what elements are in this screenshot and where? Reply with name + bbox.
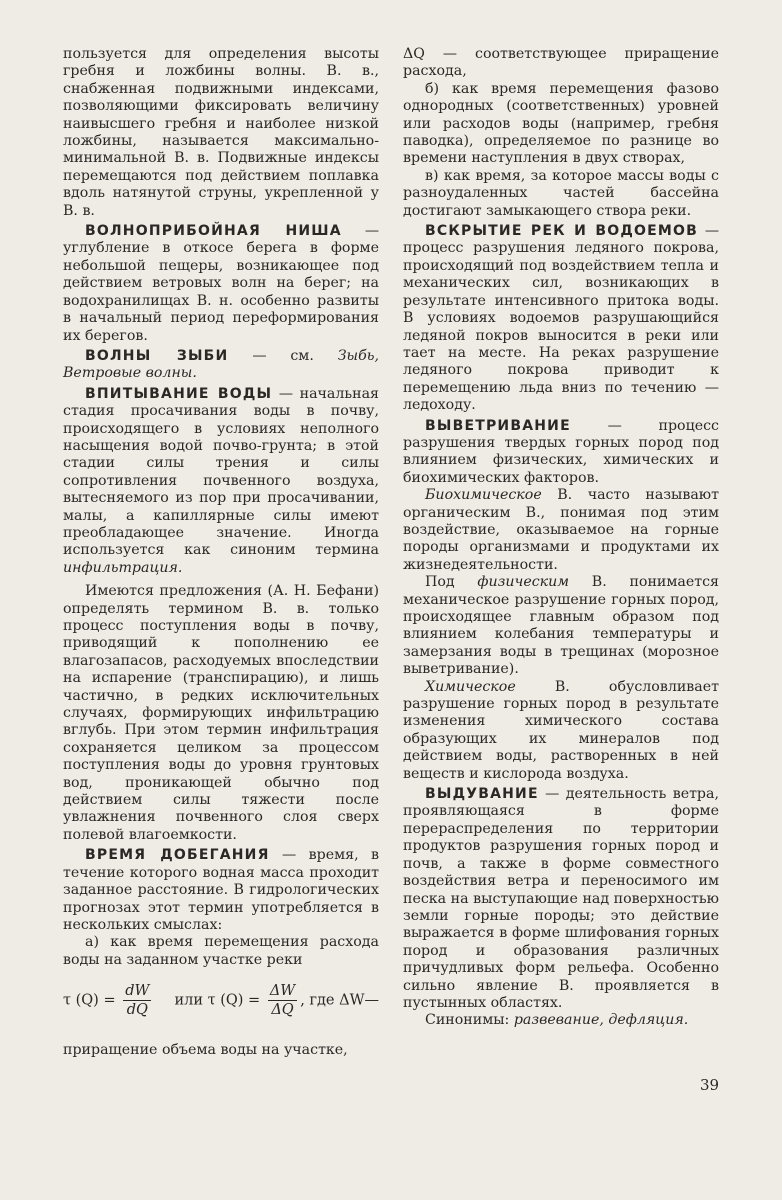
formula-or: или τ (Q) = bbox=[174, 992, 261, 1009]
entry-water-absorption bbox=[63, 386, 379, 577]
entry-swell-waves bbox=[63, 348, 379, 383]
list-item-a: а) как время перемещения расхода воды на заданном участке реки bbox=[63, 934, 379, 968]
entry-text: — углубление в откосе берега в форме небольшой пещеры, возникающее под действием ветровых волн на берег; на водохранилищах В. н. особенно развиты в начальный период переформирования их берегов. bbox=[63, 223, 380, 344]
continued-paragraph: ΔQ — соответствующее приращение расхода, bbox=[403, 46, 719, 80]
page-number: 39 bbox=[700, 1076, 720, 1094]
paragraph: Имеются предложения (А. Н. Бефани) определять термином В. в. только процесс поступления воды в почву, приводящий к пополнению ее влагозапасов, расходуемых впоследствии на испарение (транспирацию), и лишь частично, в редких исключительных случаях, формирующих инфильтрацию вглубь. При этом термин инфильтрация сохраняется целиком за процессом поступления воды до уровня грунтовых вод, проникающей обычно под действием силы тяжести после увлажнения почвенного слоя сверх полевой влагоемкости. bbox=[63, 583, 379, 843]
cross-reference: инфильтрация. bbox=[63, 559, 183, 576]
entry-wave-cut-niche bbox=[63, 223, 379, 345]
list-item-c: в) как время, за которое массы воды с разноудаленных частей бассейна достигают замыкающего створа реки. bbox=[403, 167, 719, 219]
emphasis: Биохимическое bbox=[425, 487, 542, 504]
paragraph bbox=[403, 487, 719, 574]
right-column bbox=[403, 46, 719, 1030]
formula-tail: , где ΔW— bbox=[300, 992, 379, 1009]
paragraph-text: Под bbox=[425, 574, 478, 591]
entry-heading: ВПИТЫВАНИЕ ВОДЫ bbox=[85, 385, 273, 402]
fraction-delta bbox=[268, 983, 297, 1018]
entry-ice-breakup bbox=[403, 223, 719, 414]
paragraph-text: В. обусловливает разрушение горных пород в результате изменения химического состава образующих их минералов под действием воды, растворенных в ней веществ и кислорода воздуха. bbox=[403, 678, 719, 782]
entry-heading: ВЫДУВАНИЕ bbox=[425, 786, 539, 803]
entry-text: — время, в течение которого водная масса проходит заданное расстояние. В гидрологических прогнозах этот термин употребляется в нескольких смыслах: bbox=[63, 847, 379, 933]
entry-weathering bbox=[403, 418, 719, 488]
entry-text: — процесс разрушения ледяного покрова, происходящий под воздействием тепла и механических сил, возникающих в результате интенсивного притока воды. В условиях водоемов разрушающийся ледяной покров выносится в реки или тает на месте. На реках разрушение ледяного покрова приводит к перемещению льда вниз по течению — ледоходу. bbox=[403, 223, 720, 414]
fraction-denominator: ΔQ bbox=[271, 1002, 294, 1019]
fraction-denominator: dQ bbox=[126, 1002, 148, 1019]
formula-lhs: τ (Q) = bbox=[63, 992, 116, 1009]
left-column bbox=[63, 46, 379, 1060]
entry-heading: ВСКРЫТИЕ РЕК И ВОДОЕМОВ bbox=[425, 223, 699, 240]
paragraph-text: В. понимается механическое разрушение горных пород, происходящее главным образом под влиянием колебания температуры и замерзания воды в трещинах (морозное выветривание). bbox=[403, 574, 719, 678]
synonyms-label: Синонимы: bbox=[425, 1012, 514, 1029]
entry-deflation bbox=[403, 786, 719, 1012]
entry-text: — процесс разрушения твердых горных пород под влиянием физических, химических и биохимических факторов. bbox=[403, 417, 719, 486]
emphasis: Химическое bbox=[425, 678, 516, 695]
synonyms: развевание, дефляция. bbox=[513, 1012, 689, 1029]
synonyms-line bbox=[403, 1012, 719, 1029]
paragraph: приращение объема воды на участке, bbox=[63, 1042, 348, 1059]
entry-text: — начальная стадия просачивания воды в почву, происходящего в условиях неполного насыщения водой почво-грунта; в этой стадии силы трения и силы сопротивления почвенного воздуха, вытесняемого из пор при просачивании, малы, а капиллярные силы имеют преобладающее значение. Иногда используется как синоним термина bbox=[63, 385, 379, 559]
entry-heading: ВОЛНОПРИБОЙНАЯ НИША bbox=[85, 223, 342, 240]
fraction-dw-dq bbox=[123, 983, 151, 1018]
emphasis: физическим bbox=[477, 574, 570, 591]
paragraph bbox=[403, 679, 719, 783]
entry-heading: ВРЕМЯ ДОБЕГАНИЯ bbox=[85, 847, 270, 864]
entry-heading: ВОЛНЫ ЗЫБИ bbox=[85, 347, 229, 364]
entry-text: — деятельность ветра, проявляющаяся в форме перераспределения по территории продуктов разрушения горных пород и почв, а также в форме совместного воздействия ветра и переносимого им песка на выступающие над поверхностью земли горные породы; это действие выражается в форме шлифования горных пород и образования различных причудливых форм рельефа. Особенно сильно явление В. проявляется в пустынных областях. bbox=[403, 786, 719, 1011]
continued-paragraph: пользуется для определения высоты гребня и ложбины волны. В. в., снабженная подвижными индексами, позволяющими фиксировать величину наивысшего гребня и наиболее низкой ложбины, называется максимально-минимальной В. в. Подвижные индексы перемещаются под действием поплавка вдоль натянутой струны, укрепленной у В. в. bbox=[63, 46, 379, 219]
paragraph-text: В. часто называют органическим В., понимая под этим воздействие, оказываемое на горные породы организмами и продуктами их жизнедеятельности. bbox=[403, 487, 719, 573]
cross-reference: Зыбь, Ветровые волны. bbox=[63, 347, 379, 382]
fraction-numerator: dW bbox=[125, 983, 150, 1000]
entry-travel-time bbox=[63, 847, 379, 934]
list-item-b: б) как время перемещения фазово однородных (соответственных) уровней или расходов воды (например, гребня паводка), определяемое по разнице во времени наступления в двух створах, bbox=[403, 80, 719, 167]
fraction-numerator: ΔW bbox=[269, 983, 296, 1000]
paragraph bbox=[403, 574, 719, 678]
entry-text: — см. bbox=[228, 347, 338, 364]
entry-heading: ВЫВЕТРИВАНИЕ bbox=[425, 417, 571, 434]
formula bbox=[63, 983, 379, 1018]
